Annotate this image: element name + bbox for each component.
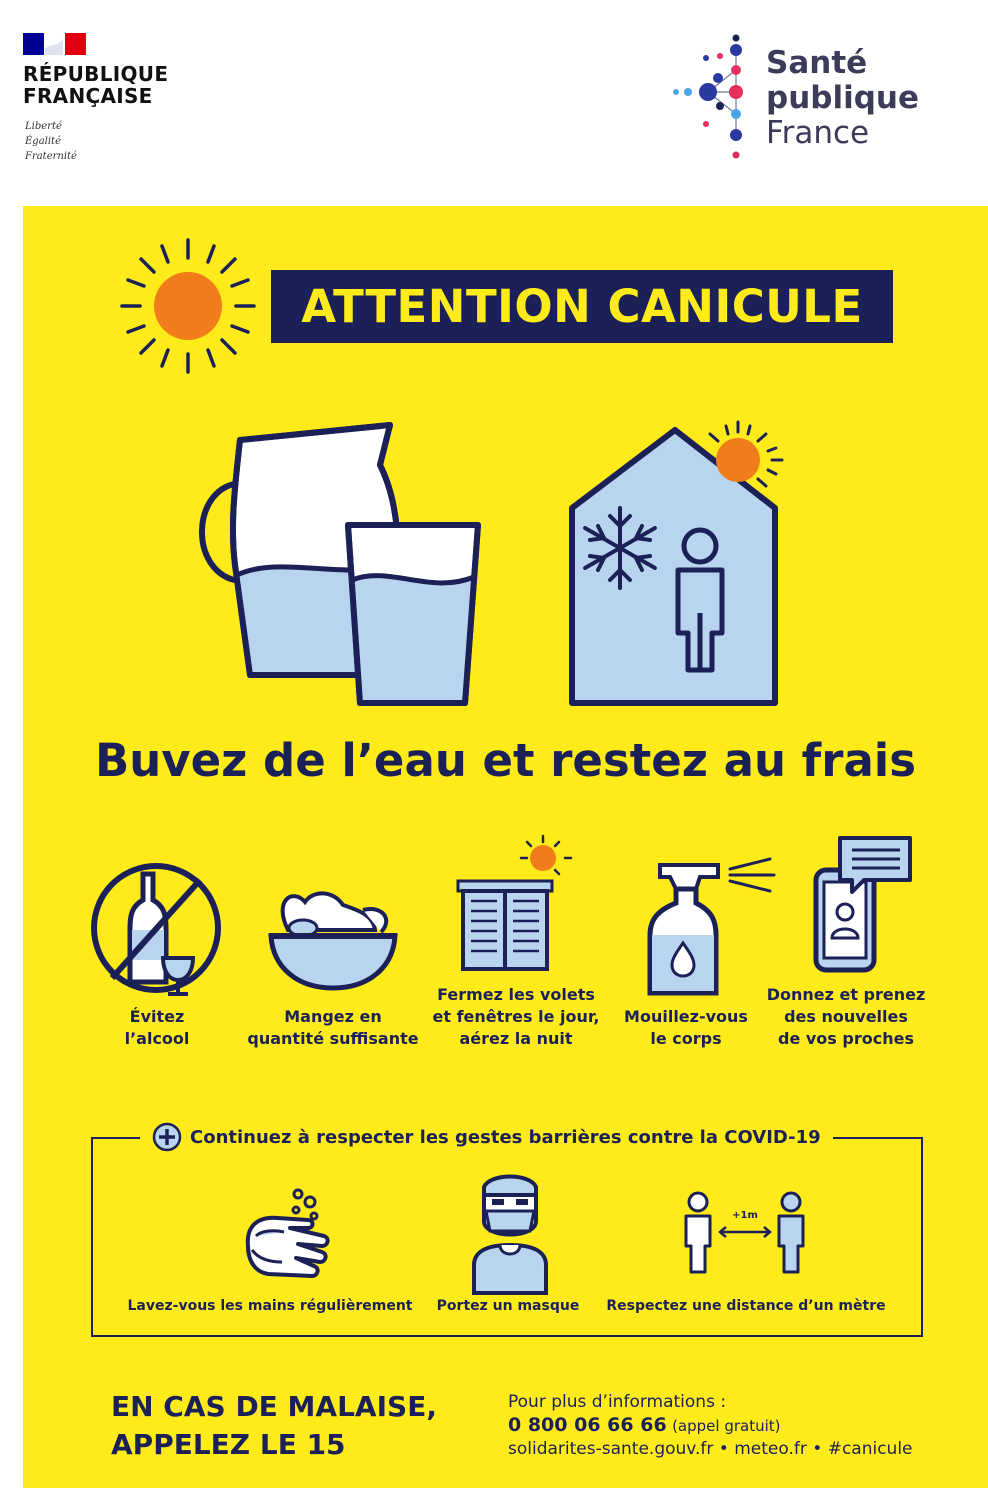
- water-pitcher-glass-icon: [180, 405, 490, 715]
- republique-flag-logo: [23, 33, 86, 55]
- info-line: Pour plus d’informations :: [508, 1392, 727, 1412]
- no-alcohol-icon: [88, 860, 228, 1000]
- sante-publique-france-logo-icon: [668, 30, 758, 165]
- cool-house-icon: [560, 408, 790, 708]
- wash-hands-icon: [238, 1186, 333, 1281]
- covid-label-distance: Respectez une distance d’un mètre: [606, 1298, 886, 1314]
- mask-icon: [470, 1165, 550, 1295]
- info-links: solidarites-sante.gouv.fr • meteo.fr • #canicule: [508, 1439, 913, 1459]
- tip-label-nouvelles: Donnez et prenez des nouvelles de vos proches: [766, 985, 926, 1048]
- covid-title-text: Continuez à respecter les gestes barrières contre la COVID-19: [190, 1126, 821, 1148]
- phone-note: (appel gratuit): [672, 1417, 781, 1435]
- sun-icon: [118, 236, 258, 376]
- covid-label-mains: Lavez-vous les mains régulièrement: [127, 1298, 413, 1314]
- poster-title: ATTENTION CANICULE: [271, 270, 893, 343]
- tip-label-manger: Mangez en quantité suffisante: [247, 1007, 419, 1048]
- distance-icon: [678, 1190, 813, 1275]
- plus-circle-icon: [152, 1122, 182, 1152]
- covid-title: [140, 1122, 833, 1152]
- food-bowl-icon: [263, 880, 403, 995]
- distance-label: +1m: [732, 1210, 758, 1221]
- shutters-icon: [455, 833, 575, 973]
- republique-motto: Liberté Égalité Fraternité: [25, 121, 77, 162]
- spray-bottle-icon: [640, 855, 780, 1000]
- sante-publique-france-name: Santé publique France: [766, 45, 919, 151]
- republique-francaise-name: RÉPUBLIQUE FRANÇAISE: [23, 62, 169, 108]
- tip-label-alcool: Évitez l’alcool: [124, 1007, 190, 1048]
- poster-headline: Buvez de l’eau et restez au frais: [94, 734, 917, 787]
- phone-number: 0 800 06 66 66: [508, 1414, 667, 1436]
- tip-label-volets: Fermez les volets et fenêtres le jour, aérez la nuit: [432, 985, 600, 1048]
- tip-label-mouillez: Mouillez-vous le corps: [624, 1007, 748, 1048]
- emergency-text: EN CAS DE MALAISE, APPELEZ LE 15: [111, 1390, 437, 1461]
- covid-label-masque: Portez un masque: [436, 1298, 580, 1314]
- info-block: [508, 1391, 913, 1461]
- phone-message-icon: [810, 834, 915, 974]
